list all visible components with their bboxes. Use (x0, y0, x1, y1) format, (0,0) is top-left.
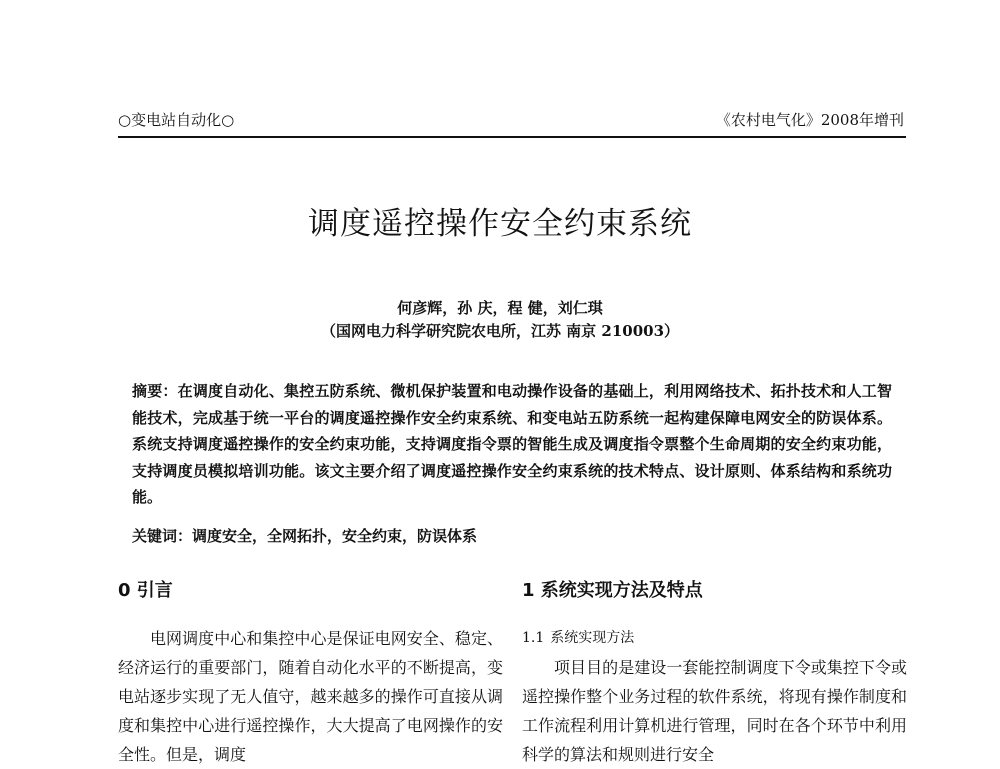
keywords (132, 523, 892, 549)
subsection-number: 1.1 (522, 630, 545, 646)
left-column (118, 624, 503, 769)
abstract (132, 378, 892, 511)
abstract-text: 在调度自动化、集控五防系统、微机保护装置和电动操作设备的基础上，利用网络技术、拓扑技术和人工智能技术，完成基于统一平台的调度遥控操作安全约束系统、和变电站五防系统一起构建保障电网安全的防误体系。系统支持调度遥控操作的安全约束功能，支持调度指令票的智能生成及调度指令票整个生命周期的安全约束功能，支持调度员模拟培训功能。该文主要介绍了调度遥控操作安全约束系统的技术特点、设计原则、体系结构和系统功能。 (132, 382, 892, 506)
implementation-paragraph: 项目目的是建设一套能控制调度下令或集控下令或遥控操作整个业务过程的软件系统，将现有操作制度和工作流程利用计算机进行管理，同时在各个环节中利用科学的算法和规则进行安全 (522, 658, 907, 764)
right-column (522, 624, 907, 769)
paper-title: 调度遥控操作安全约束系统 (308, 206, 692, 242)
subsection-title: 系统实现方法 (550, 630, 635, 646)
section-heading-implementation: 1 系统实现方法及特点 (522, 580, 703, 601)
introduction-paragraph: 电网调度中心和集控中心是保证电网安全、稳定、经济运行的重要部门，随着自动化水平的不断提高，变电站逐步实现了无人值守，越来越多的操作可直接从调度和集控中心进行遥控操作，大大提高了电网操作的安全性。但是，调度 (118, 629, 503, 764)
header-divider (118, 136, 906, 138)
keywords-label: 关键词： (132, 527, 193, 545)
section-label: ○变电站自动化○ (118, 111, 235, 129)
running-header (118, 108, 904, 132)
keywords-text: 调度安全，全网拓扑，安全约束，防误体系 (192, 527, 478, 545)
subsection-heading (522, 624, 907, 653)
abstract-label: 摘要： (132, 382, 178, 400)
section-heading-introduction: 0 引言 (118, 580, 173, 601)
journal-issue: 《农村电气化》2008年增刊 (715, 111, 904, 129)
author-affiliation: （国网电力科学研究院农电所，江苏 南京 210003） (320, 322, 680, 340)
author-list: 何彦辉，孙 庆，程 健，刘仁琪 (397, 299, 603, 317)
